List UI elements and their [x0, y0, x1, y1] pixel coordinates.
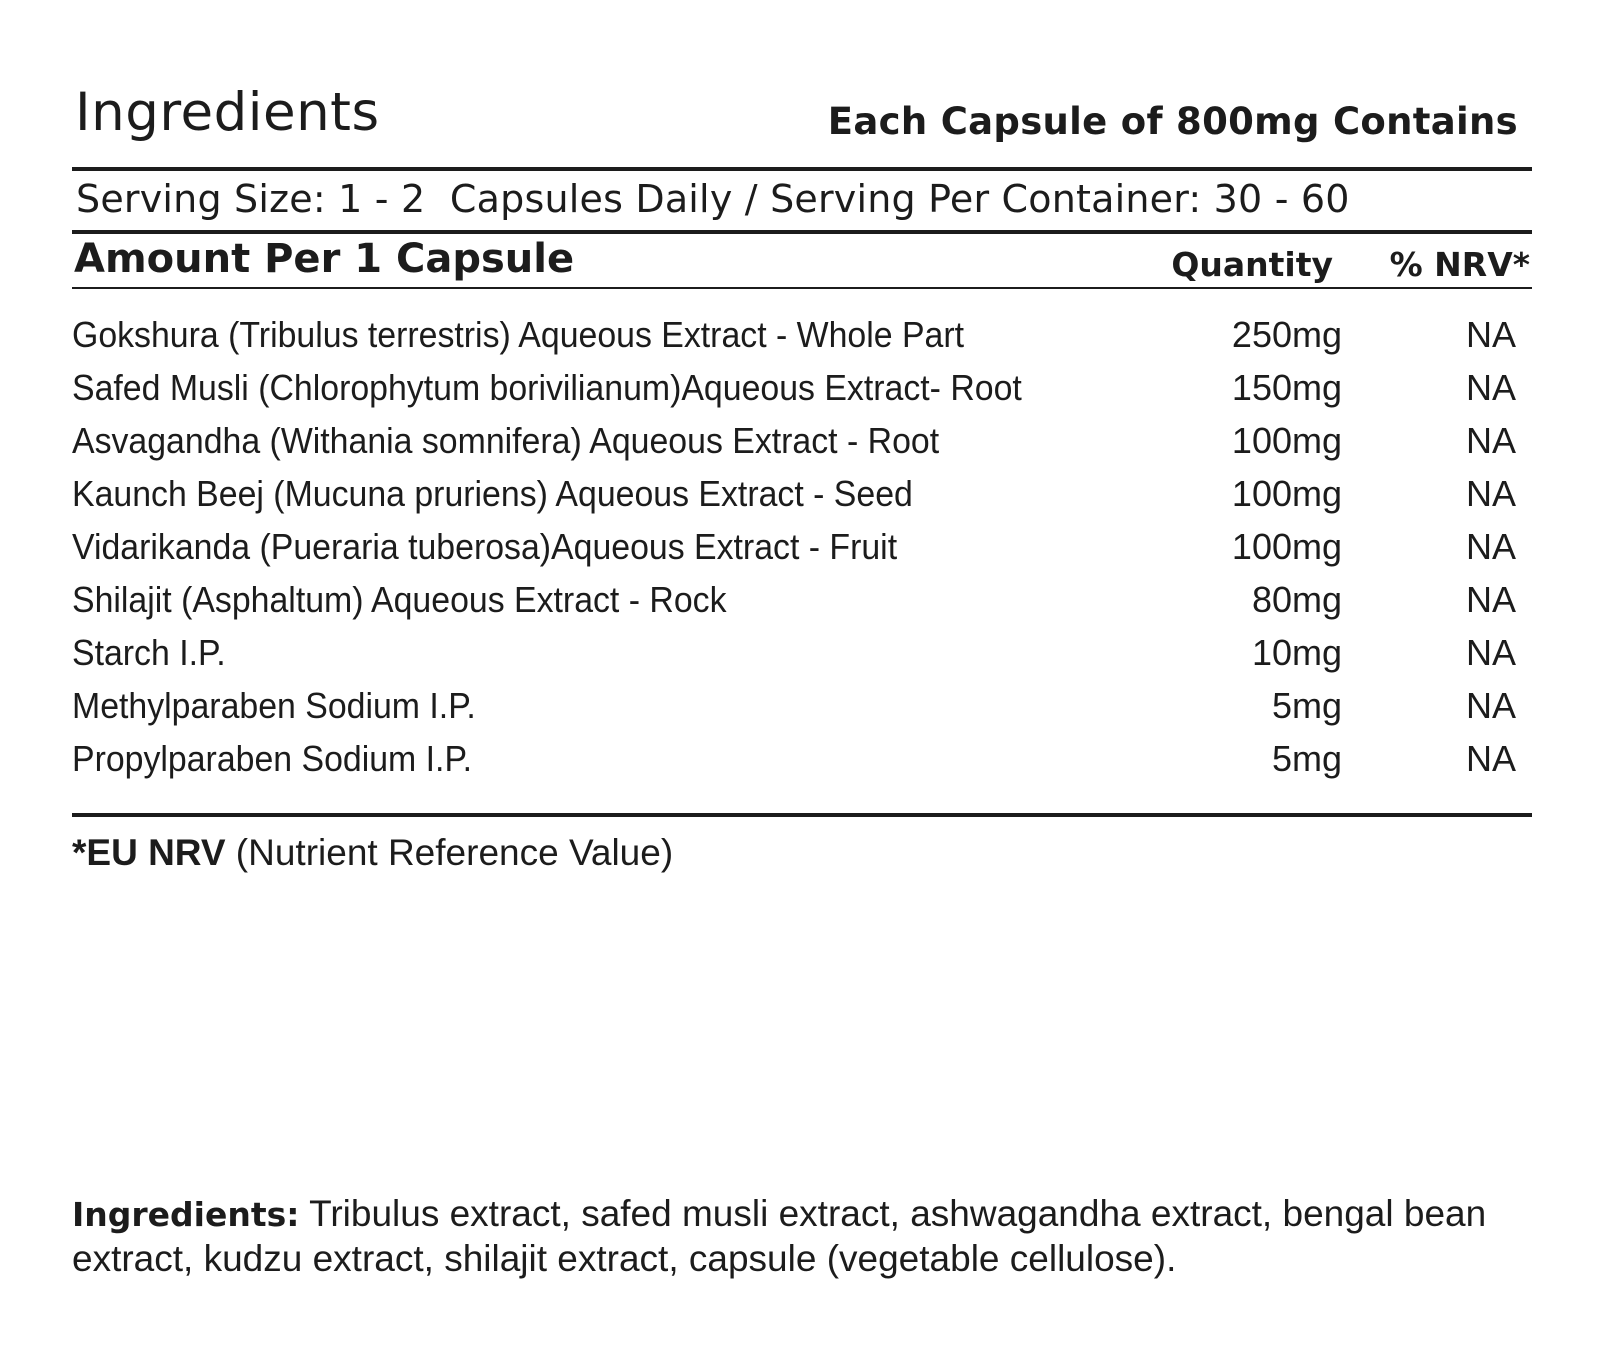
- ingredient-nrv: NA: [1465, 473, 1516, 514]
- table-row: [72, 685, 1532, 738]
- ingredient-name: Starch I.P.: [72, 632, 226, 673]
- nrv-footnote: [72, 832, 673, 874]
- ingredient-name: Kaunch Beej (Mucuna pruriens) Aqueous Extract - Seed: [72, 473, 913, 514]
- ingredient-name: Gokshura (Tribulus terrestris) Aqueous Extract - Whole Part: [72, 314, 965, 355]
- ingredient-nrv: NA: [1465, 314, 1516, 355]
- ingredient-quantity: 10mg: [1251, 632, 1342, 673]
- ingredient-name: Safed Musli (Chlorophytum borivilianum)Aqueous Extract- Root: [72, 367, 1022, 408]
- ingredient-quantity: 5mg: [1271, 685, 1342, 726]
- ingredient-quantity: 100mg: [1231, 526, 1342, 567]
- column-header-nrv: % NRV*: [1389, 245, 1530, 284]
- ingredients-text: Tribulus extract, safed musli extract, ashwagandha extract, bengal bean extract, kudzu extract, shilajit extract, capsule (vegetable cellulose).: [72, 1193, 1487, 1279]
- footnote-text: (Nutrient Reference Value): [225, 832, 674, 873]
- column-header-quantity: Quantity: [1171, 245, 1333, 284]
- table-row: [72, 420, 1532, 473]
- table-row: [72, 632, 1532, 685]
- ingredient-name: Shilajit (Asphaltum) Aqueous Extract - Rock: [72, 579, 727, 620]
- table-row: [72, 473, 1532, 526]
- ingredient-name: Methylparaben Sodium I.P.: [72, 685, 476, 726]
- ingredients-statement: [72, 1192, 1542, 1281]
- divider-serving: [72, 230, 1532, 234]
- divider-header: [72, 287, 1532, 289]
- column-header-amount: Amount Per 1 Capsule: [74, 236, 575, 282]
- ingredient-name: Propylparaben Sodium I.P.: [72, 738, 473, 779]
- ingredient-nrv: NA: [1465, 632, 1516, 673]
- table-row: [72, 738, 1532, 791]
- ingredient-table: [72, 314, 1532, 791]
- ingredient-quantity: 5mg: [1271, 738, 1342, 779]
- page-title: Ingredients: [75, 82, 380, 143]
- ingredient-name: Asvagandha (Withania somnifera) Aqueous Extract - Root: [72, 420, 940, 461]
- divider-bottom: [72, 813, 1532, 817]
- ingredient-nrv: NA: [1465, 526, 1516, 567]
- ingredient-quantity: 150mg: [1231, 367, 1342, 408]
- ingredient-nrv: NA: [1465, 579, 1516, 620]
- table-row: [72, 314, 1532, 367]
- table-row: [72, 579, 1532, 632]
- ingredient-nrv: NA: [1465, 738, 1516, 779]
- ingredient-quantity: 100mg: [1231, 420, 1342, 461]
- ingredients-label: Ingredients:: [72, 1195, 300, 1234]
- title-row: [72, 82, 1532, 162]
- ingredient-nrv: NA: [1465, 685, 1516, 726]
- table-row: [72, 367, 1532, 420]
- ingredient-quantity: 100mg: [1231, 473, 1342, 514]
- ingredient-name: Vidarikanda (Pueraria tuberosa)Aqueous Extract - Fruit: [72, 526, 898, 567]
- ingredient-quantity: 250mg: [1231, 314, 1342, 355]
- serving-info: Serving Size: 1 - 2 Capsules Daily / Serving Per Container: 30 - 60: [76, 177, 1350, 221]
- divider-top: [72, 167, 1532, 171]
- footnote-label: *EU NRV: [72, 832, 226, 873]
- ingredient-nrv: NA: [1465, 420, 1516, 461]
- capsule-content-subtitle: Each Capsule of 800mg Contains: [827, 100, 1518, 143]
- ingredient-quantity: 80mg: [1251, 579, 1342, 620]
- ingredient-nrv: NA: [1465, 367, 1516, 408]
- table-row: [72, 526, 1532, 579]
